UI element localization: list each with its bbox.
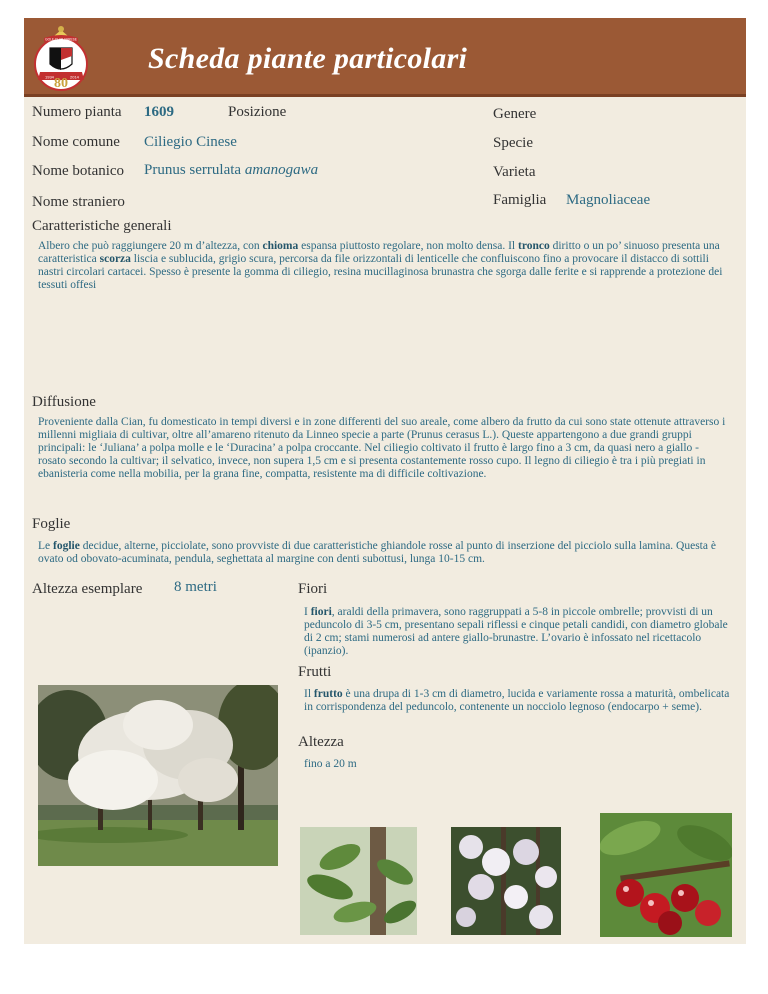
- leaves-photo: [300, 827, 417, 935]
- caratteristiche-heading: Caratteristiche generali: [32, 218, 172, 234]
- header-bar: [24, 18, 746, 97]
- logo-number: 80: [54, 76, 68, 91]
- diffusione-heading: Diffusione: [32, 394, 96, 410]
- diffusione-text: Proveniente dalla Cian, fu domesticato in tempi diversi e in zone differenti del suo areale, come albero da frutto da cui sono state ottenute attraverso i millenni migliaia di cultivar, oltre all’amareno ritenuto da Linneo specie a parte (Prunus cerasus L.). Queste appartengono a due grandi gruppi principali: le ‘Juliana’ a polpa molle e le ‘Duracina’ a polpa croccante. Nel ciliegio coltivato il frutto è largo fino a 3 cm, da quasi nero a giallo - rosato secondo la cultivar; il selvatico, invece, non supera 1,5 cm e si presenta costantemente rosso cupo. Il legno di ciliegio è tra i più pregiati in ebanisteria come nella mobilia, per la grana fine, compatta, resistente ma di difficile coltivazione.: [38, 416, 726, 480]
- genere-label: Genere: [493, 106, 537, 122]
- numero-pianta-value: 1609: [144, 104, 174, 120]
- plant-sheet: [24, 18, 746, 944]
- nome-botanico-cultivar: amanogawa: [244, 162, 319, 178]
- club-crest-icon: [32, 24, 132, 92]
- famiglia-label: Famiglia: [493, 192, 547, 208]
- nome-comune-value: Ciliegio Cinese: [144, 134, 237, 150]
- page-title: Scheda piante particolari: [148, 42, 468, 75]
- varieta-label: Varieta: [493, 164, 536, 180]
- frutti-heading: Frutti: [298, 664, 332, 680]
- foglie-heading: Foglie: [32, 516, 71, 532]
- posizione-label: Posizione: [228, 104, 287, 120]
- fiori-text: I fiori, araldi della primavera, sono raggruppati a 5-8 in piccole ombrelle; provvisti di un peduncolo di 3-5 cm, presentano sepali riflessi e cinque petali candidi, con diametro globale di 2 cm; stami numerosi ad antere giallo-brunastre. L’ovario è infossato nel ricettacolo (ipanzio).: [304, 606, 728, 657]
- altezza-heading: Altezza: [298, 734, 344, 750]
- logo-year-right: 2014: [70, 74, 79, 80]
- famiglia-value: Magnoliaceae: [566, 192, 651, 208]
- flowers-photo: [451, 827, 561, 935]
- altezza-esemplare-value: 8 metri: [174, 579, 217, 595]
- logo-year-left: 1934: [45, 74, 54, 80]
- foglie-text: Le foglie decidue, alterne, picciolate, sono provviste di due caratteristiche ghiandole rosse al punto di inserzione del picciolo sulla lamina. Questa è ovato od obovato-acuminata, pendula, seghettata al margine con denti subottusi, lunga 10-15 cm.: [38, 540, 716, 565]
- nome-botanico-genus: Prunus serrulata: [144, 162, 242, 178]
- nome-botanico-label: Nome botanico: [32, 163, 125, 179]
- fiori-heading: Fiori: [298, 581, 328, 597]
- altezza-text: fino a 20 m: [304, 758, 357, 770]
- logo-text: GOLF CLUB VARESE: [45, 37, 77, 42]
- altezza-esemplare-label: Altezza esemplare: [32, 581, 143, 597]
- caratteristiche-text: Albero che può raggiungere 20 m d’altezza, con chioma espansa piuttosto regolare, non molto densa. Il tronco diritto o un po’ sinuoso presenta una caratteristica scorza liscia e sublucida, grigio scura, percorsa da file orizzontali di lenticelle che confluiscono fino a provocare il distacco di sottili nastri circolari cartacei. Spesso è presente la gomma di ciliegio, resina mucillaginosa brunastra che sgorga dalle ferite e si rapprende a protezione dei tessuti offesi: [38, 240, 723, 291]
- frutti-text: Il frutto è una drupa di 1-3 cm di diametro, lucida e variamente rossa a maturità, ombelicata in corrispondenza del peduncolo, contenente un nocciolo legnoso (endocarpo + seme).: [304, 688, 730, 713]
- nome-comune-label: Nome comune: [32, 134, 120, 150]
- blossoming-tree-photo: [38, 685, 278, 866]
- specie-label: Specie: [493, 135, 533, 151]
- cherries-photo: [600, 813, 732, 937]
- nome-straniero-label: Nome straniero: [32, 194, 125, 210]
- numero-pianta-label: Numero pianta: [32, 104, 122, 120]
- nome-botanico-value: [144, 162, 318, 179]
